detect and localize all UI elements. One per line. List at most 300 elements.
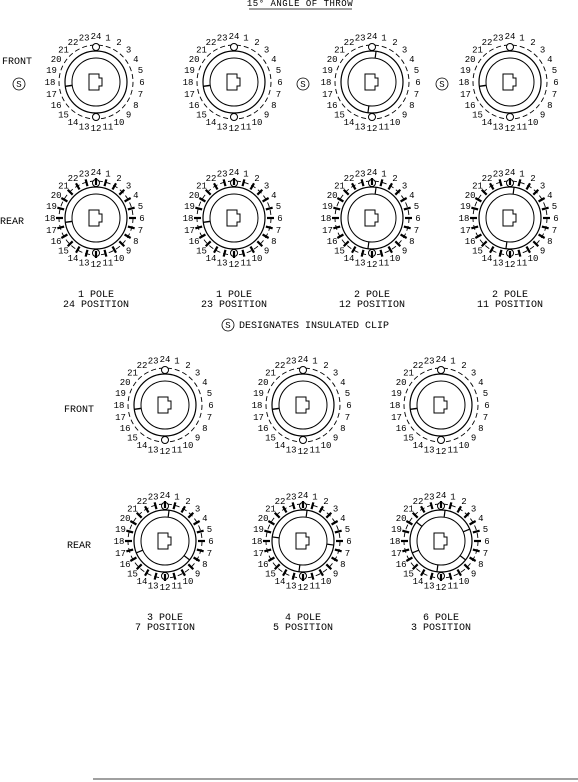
sector-split — [460, 556, 466, 560]
position-number: 21 — [265, 368, 276, 379]
position-number: 22 — [412, 361, 424, 372]
pole-label: 3 POLE — [146, 613, 184, 624]
shaft-key — [434, 533, 447, 549]
terminal-contact — [224, 250, 226, 257]
terminal-contact — [539, 235, 545, 239]
shaft-key — [365, 210, 378, 226]
position-number: 3 — [125, 181, 132, 192]
position-number: 15 — [472, 246, 483, 257]
position-number: 9 — [263, 246, 270, 257]
position-number: 13 — [492, 122, 504, 133]
terminal-contact — [113, 247, 117, 253]
position-number: 8 — [547, 101, 553, 111]
position-number: 17 — [391, 548, 402, 559]
legend — [222, 319, 389, 332]
position-number: 4 — [478, 378, 484, 388]
position-number: 12 — [366, 260, 378, 270]
position-number: 16 — [326, 237, 338, 247]
position-number: 14 — [205, 117, 217, 128]
position-number: 1 — [174, 492, 180, 503]
position-number: 8 — [340, 424, 346, 434]
position-number: 3 — [263, 181, 270, 192]
position-number: 13 — [285, 445, 297, 456]
terminal-contact — [404, 227, 411, 229]
position-number: 14 — [205, 253, 217, 264]
position-number: 7 — [275, 89, 282, 100]
position-number: 21 — [127, 368, 138, 379]
wiper-arm — [410, 408, 417, 409]
position-number: 20 — [395, 514, 407, 524]
terminal-contact — [406, 558, 412, 562]
terminal-contact — [381, 250, 383, 257]
outer-ring — [59, 45, 133, 119]
position-number: 18 — [389, 401, 401, 411]
position-number: 5 — [413, 202, 420, 213]
position-number: 8 — [409, 237, 415, 247]
terminal-contact — [264, 531, 271, 533]
terminal-contact — [266, 208, 273, 210]
position-number: 19 — [253, 389, 264, 400]
inner-ring — [417, 381, 465, 429]
sector-split — [513, 187, 514, 194]
terminal-contact — [519, 250, 521, 257]
position-number: 22 — [67, 38, 79, 49]
position-number: 7 — [137, 89, 144, 100]
position-number: 9 — [263, 110, 270, 121]
position-number: 22 — [412, 497, 424, 508]
legend-text: DESIGNATES INSULATED CLIP — [239, 321, 390, 332]
terminal-contact — [458, 570, 462, 576]
position-number: 16 — [50, 237, 62, 247]
position-number: 3 — [332, 504, 339, 515]
terminal-contact — [389, 247, 393, 253]
position-number: 11 — [447, 445, 459, 456]
rotor-ring — [203, 51, 265, 113]
position-number: 22 — [274, 361, 286, 372]
terminal-contact — [76, 247, 80, 253]
position-number: 4 — [340, 378, 346, 388]
front-switch-b1 — [114, 355, 214, 457]
terminal-contact — [470, 558, 476, 562]
position-number: 10 — [113, 253, 125, 264]
wiper-arm — [203, 85, 210, 86]
pole-label: 1 POLE — [77, 290, 115, 301]
wiper-arm — [134, 408, 141, 409]
terminal-contact — [126, 531, 133, 533]
position-number: 10 — [527, 117, 539, 128]
position-number: 21 — [265, 504, 276, 515]
position-number: 3 — [125, 45, 132, 56]
mount-tab — [438, 437, 445, 444]
sector-split — [506, 242, 507, 249]
position-number: 4 — [133, 55, 139, 65]
position-number: 19 — [46, 202, 57, 213]
position-number: 6 — [139, 214, 145, 224]
position-number: 10 — [527, 253, 539, 264]
terminal-contact — [214, 183, 218, 189]
position-number: 24 — [90, 168, 102, 178]
position-number: 3 — [332, 368, 339, 379]
position-number: 24 — [366, 32, 378, 42]
position-number: 16 — [119, 560, 131, 570]
inner-ring — [486, 58, 534, 106]
insulated-clip — [436, 78, 448, 90]
terminal-contact — [335, 531, 342, 533]
position-number: 3 — [470, 368, 477, 379]
clip-symbol: S — [300, 80, 306, 90]
position-number: 14 — [67, 117, 79, 128]
position-number: 12 — [297, 447, 309, 457]
position-number: 22 — [274, 497, 286, 508]
position-number: 4 — [409, 191, 415, 201]
position-number: 5 — [482, 525, 489, 536]
terminal-contact — [61, 198, 67, 202]
mount-tab — [438, 367, 445, 374]
terminal-contact — [431, 573, 433, 580]
terminal-contact — [145, 570, 149, 576]
mount-tab — [369, 114, 376, 121]
inner-ring — [72, 194, 120, 242]
mount-tab — [507, 44, 514, 51]
inner-ring — [141, 517, 189, 565]
position-number: 21 — [58, 45, 69, 56]
terminal-contact — [182, 570, 186, 576]
position-number: 10 — [113, 117, 125, 128]
position-number: 4 — [133, 191, 139, 201]
shaft-key — [227, 74, 240, 90]
position-number: 2 — [116, 174, 122, 185]
position-number: 15 — [334, 110, 345, 121]
position-number: 18 — [182, 214, 194, 224]
inner-ring — [210, 58, 258, 106]
terminal-contact — [145, 506, 149, 512]
position-number: 21 — [403, 368, 414, 379]
terminal-contact — [283, 570, 287, 576]
position-number: 4 — [340, 514, 346, 524]
position-number: 9 — [401, 246, 408, 257]
terminal-contact — [401, 198, 407, 202]
position-number: 14 — [412, 440, 424, 451]
position-number: 6 — [553, 214, 559, 224]
position-number: 2 — [116, 38, 122, 49]
shaft-key — [503, 74, 516, 90]
position-number: 19 — [391, 389, 402, 400]
position-number: 20 — [188, 191, 200, 201]
terminal-contact — [312, 502, 314, 509]
position-number: 11 — [171, 445, 183, 456]
terminal-contact — [381, 179, 383, 186]
position-number: 21 — [403, 504, 414, 515]
terminal-contact — [199, 235, 205, 239]
position-label: 23 POSITION — [200, 300, 268, 311]
position-number: 9 — [401, 110, 408, 121]
terminal-contact — [268, 521, 274, 525]
position-number: 6 — [139, 78, 145, 88]
rotor-ring — [410, 510, 472, 572]
position-number: 5 — [551, 202, 558, 213]
position-number: 8 — [271, 101, 277, 111]
position-number: 4 — [547, 55, 553, 65]
position-number: 23 — [423, 356, 435, 367]
outer-ring — [335, 45, 409, 119]
position-number: 3 — [194, 368, 201, 379]
wiper-arm — [65, 221, 72, 222]
position-number: 13 — [216, 122, 228, 133]
shaft-key — [296, 533, 309, 549]
sector-split — [368, 106, 369, 113]
position-number: 11 — [309, 445, 321, 456]
position-number: 22 — [205, 38, 217, 49]
terminal-contact — [421, 570, 425, 576]
position-number: 24 — [228, 168, 240, 178]
rear-switch-2 — [183, 168, 283, 270]
rotor-ring — [65, 187, 127, 249]
terminal-contact — [404, 208, 411, 210]
shaft-key — [158, 533, 171, 549]
terminal-contact — [320, 506, 324, 512]
terminal-contact — [182, 506, 186, 512]
position-number: 14 — [343, 117, 355, 128]
position-number: 12 — [159, 447, 171, 457]
position-number: 13 — [147, 581, 159, 592]
mount-tab — [162, 367, 169, 374]
rotor-ring — [341, 187, 403, 249]
terminal-contact — [174, 573, 176, 580]
diagram-title: 15° ANGLE OF THROW — [246, 0, 354, 9]
position-number: 14 — [412, 576, 424, 587]
position-number: 9 — [125, 246, 132, 257]
position-number: 12 — [159, 583, 171, 593]
position-number: 15 — [472, 110, 483, 121]
terminal-contact — [500, 179, 502, 186]
position-number: 23 — [285, 492, 297, 503]
terminal-contact — [113, 183, 117, 189]
position-number: 10 — [182, 576, 194, 587]
position-number: 24 — [90, 32, 102, 42]
inner-ring — [486, 194, 534, 242]
position-number: 18 — [113, 537, 125, 547]
position-number: 10 — [320, 440, 332, 451]
terminal-contact — [155, 502, 157, 509]
insulated-clip — [13, 78, 25, 90]
position-number: 17 — [184, 89, 195, 100]
legend-clip-symbol: S — [225, 321, 231, 331]
position-number: 15 — [403, 433, 414, 444]
terminal-contact — [333, 208, 340, 210]
position-number: 11 — [516, 122, 528, 133]
position-number: 20 — [464, 55, 476, 65]
position-number: 2 — [392, 174, 398, 185]
position-number: 2 — [254, 174, 260, 185]
position-number: 23 — [216, 169, 228, 180]
terminal-contact — [335, 550, 342, 552]
position-number: 20 — [464, 191, 476, 201]
position-label: 24 POSITION — [62, 300, 130, 311]
sector-split — [368, 242, 369, 249]
mount-tab — [300, 367, 307, 374]
position-number: 1 — [450, 356, 456, 367]
position-number: 10 — [458, 576, 470, 587]
position-number: 8 — [340, 560, 346, 570]
inner-ring — [210, 194, 258, 242]
position-number: 13 — [78, 122, 90, 133]
position-number: 13 — [147, 445, 159, 456]
terminal-contact — [500, 250, 502, 257]
position-number: 22 — [343, 38, 355, 49]
terminal-contact — [473, 531, 480, 533]
position-number: 20 — [50, 55, 62, 65]
position-number: 5 — [137, 202, 144, 213]
position-number: 4 — [271, 191, 277, 201]
position-number: 19 — [115, 389, 126, 400]
position-number: 15 — [127, 433, 138, 444]
shaft-key — [503, 210, 516, 226]
sector-split — [375, 187, 376, 194]
terminal-contact — [263, 235, 269, 239]
position-number: 1 — [381, 33, 387, 44]
terminal-contact — [264, 550, 271, 552]
position-number: 15 — [196, 246, 207, 257]
position-number: 12 — [435, 447, 447, 457]
position-number: 19 — [184, 202, 195, 213]
inner-ring — [279, 381, 327, 429]
position-number: 10 — [251, 117, 263, 128]
position-number: 16 — [326, 101, 338, 111]
position-number: 13 — [354, 122, 366, 133]
terminal-contact — [243, 179, 245, 186]
terminal-contact — [475, 235, 481, 239]
position-number: 20 — [257, 378, 269, 388]
position-number: 11 — [447, 581, 459, 592]
position-number: 23 — [78, 33, 90, 44]
position-number: 7 — [275, 225, 282, 236]
terminal-contact — [268, 558, 274, 562]
position-number: 6 — [208, 537, 214, 547]
terminal-contact — [125, 198, 131, 202]
position-number: 20 — [395, 378, 407, 388]
position-number: 12 — [228, 124, 240, 134]
position-number: 16 — [50, 101, 62, 111]
position-number: 17 — [253, 548, 264, 559]
position-number: 16 — [188, 101, 200, 111]
position-number: 6 — [277, 78, 283, 88]
rotor-ring — [134, 510, 196, 572]
position-number: 1 — [312, 492, 318, 503]
terminal-contact — [125, 235, 131, 239]
rotor-ring — [479, 51, 541, 113]
position-number: 19 — [391, 525, 402, 536]
position-number: 17 — [322, 89, 333, 100]
terminal-contact — [263, 198, 269, 202]
terminal-contact — [362, 250, 364, 257]
position-number: 7 — [206, 548, 213, 559]
position-number: 6 — [277, 214, 283, 224]
position-number: 8 — [202, 560, 208, 570]
position-number: 1 — [519, 33, 525, 44]
position-number: 10 — [389, 117, 401, 128]
position-number: 23 — [492, 33, 504, 44]
mount-tab — [93, 114, 100, 121]
position-number: 18 — [44, 78, 56, 88]
terminal-contact — [490, 247, 494, 253]
position-number: 14 — [136, 440, 148, 451]
position-label: 7 POSITION — [134, 623, 196, 634]
terminal-contact — [539, 198, 545, 202]
terminal-contact — [332, 558, 338, 562]
mount-tab — [369, 44, 376, 51]
sector-split — [136, 550, 142, 553]
position-number: 9 — [539, 110, 546, 121]
position-number: 2 — [185, 361, 191, 372]
rotor-ring — [65, 51, 127, 113]
position-number: 16 — [395, 424, 407, 434]
position-number: 2 — [254, 38, 260, 49]
rear-label-bottom: REAR — [67, 541, 92, 552]
position-number: 13 — [285, 581, 297, 592]
position-number: 24 — [297, 355, 309, 365]
position-number: 23 — [285, 356, 297, 367]
position-number: 13 — [423, 445, 435, 456]
terminal-contact — [130, 521, 136, 525]
position-number: 7 — [137, 225, 144, 236]
position-number: 21 — [196, 181, 207, 192]
position-number: 9 — [332, 569, 339, 580]
outer-ring — [197, 45, 271, 119]
position-number: 12 — [90, 124, 102, 134]
insulated-clip — [297, 78, 309, 90]
terminal-contact — [352, 247, 356, 253]
position-number: 6 — [346, 537, 352, 547]
position-number: 23 — [423, 492, 435, 503]
position-number: 18 — [113, 401, 125, 411]
position-number: 3 — [470, 504, 477, 515]
position-number: 6 — [553, 78, 559, 88]
position-number: 7 — [344, 412, 351, 423]
wiper-arm — [479, 85, 486, 86]
front-label-bottom: FRONT — [64, 405, 95, 416]
position-number: 9 — [332, 433, 339, 444]
position-label: 12 POSITION — [338, 300, 406, 311]
position-number: 17 — [115, 548, 126, 559]
terminal-contact — [86, 250, 88, 257]
position-number: 8 — [271, 237, 277, 247]
position-number: 13 — [423, 581, 435, 592]
position-number: 18 — [389, 537, 401, 547]
position-number: 15 — [58, 246, 69, 257]
position-number: 22 — [205, 174, 217, 185]
pole-label: 4 POLE — [284, 613, 322, 624]
position-number: 17 — [322, 225, 333, 236]
position-number: 17 — [184, 225, 195, 236]
sector-split — [306, 510, 307, 517]
pole-label: 1 POLE — [215, 290, 253, 301]
position-number: 16 — [464, 101, 476, 111]
position-number: 1 — [105, 33, 111, 44]
position-number: 8 — [478, 560, 484, 570]
position-number: 15 — [58, 110, 69, 121]
position-number: 12 — [435, 583, 447, 593]
terminal-contact — [473, 550, 480, 552]
position-number: 5 — [275, 202, 282, 213]
position-number: 3 — [539, 181, 546, 192]
rear-switch-1 — [45, 168, 145, 270]
terminal-contact — [402, 550, 409, 552]
position-number: 21 — [334, 45, 345, 56]
position-number: 15 — [265, 433, 276, 444]
terminal-contact — [312, 573, 314, 580]
position-number: 7 — [482, 548, 489, 559]
terminal-contact — [155, 573, 157, 580]
